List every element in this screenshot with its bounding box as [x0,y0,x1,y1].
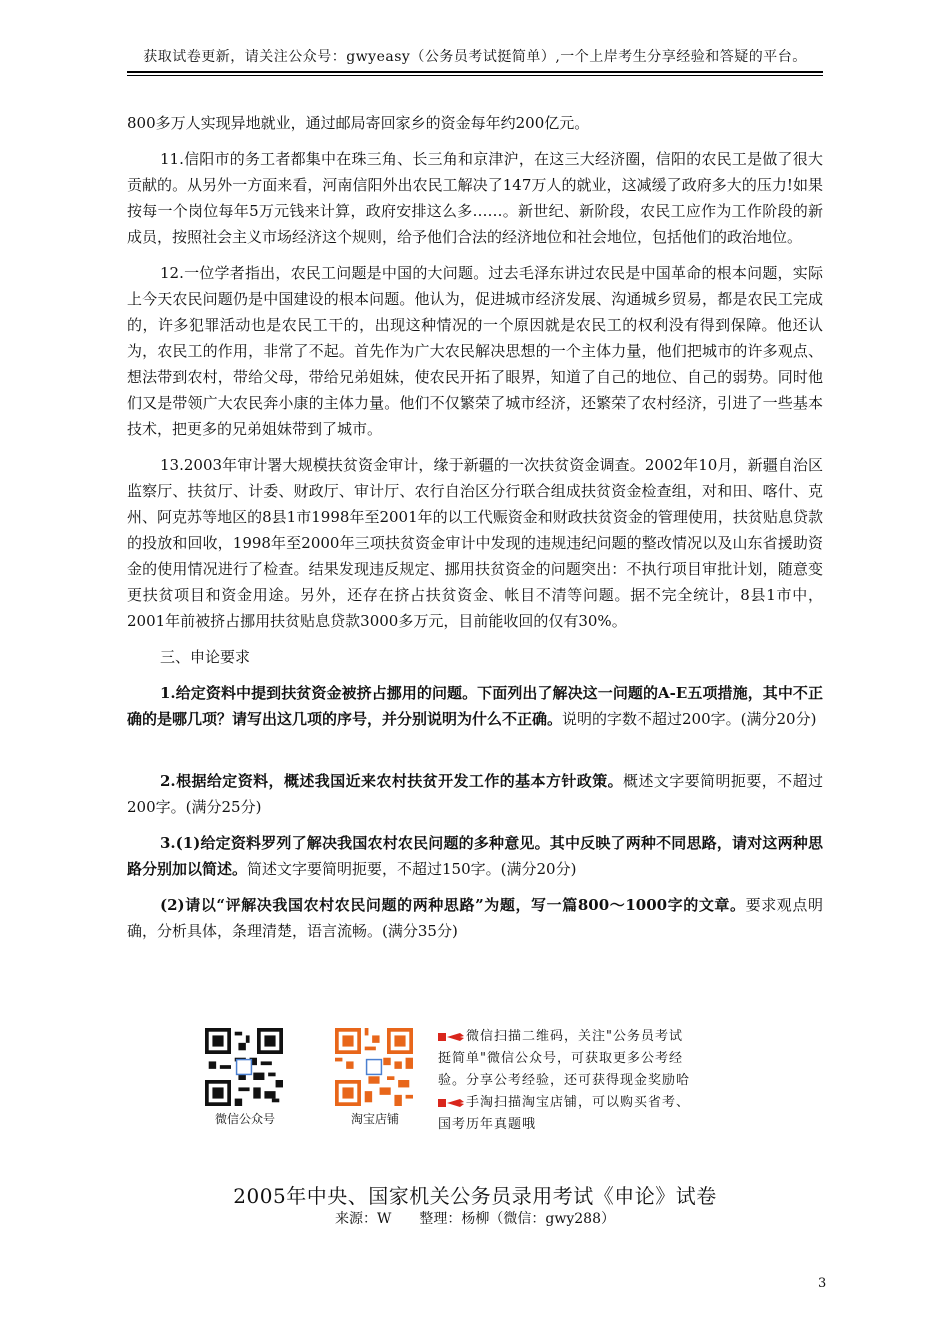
promo-line-4-row [438,1092,768,1114]
promo-line-2: 挺简单"微信公众号，可获取更多公考经 [438,1051,683,1066]
document-title: 2005年中央、国家机关公务员录用考试《申论》试卷 [233,1184,717,1208]
question-3-2-rule: 要求观点明确，分析具体，条理清楚，语言流畅。(满分35分) [127,896,823,940]
wechat-qr-label: 微信公众号 [214,1112,275,1126]
taobao-qr-code-icon[interactable] [335,1028,413,1106]
question-3-2-prompt: (2)请以“评解决我国农村农民问题的两种思路”为题，写一篇800～1000字的文章。 [160,896,746,914]
wechat-qr-code-icon[interactable] [205,1028,283,1106]
header-rule-thick [127,71,823,73]
question-3-2 [127,892,823,944]
question-2 [127,768,823,820]
paragraph-continuation: 800多万人实现异地就业，通过邮局寄回家乡的资金每年约200亿元。 [127,114,590,132]
taobao-qr-label: 淘宝店铺 [350,1112,399,1126]
paragraph-13: 13.2003年审计署大规模扶贫资金审计，缘于新疆的一次扶贫资金调查。2002年10月，新疆自治区监察厅、扶贫厅、计委、财政厅、审计厅、农行自治区分行联合组成扶贫资金检查组，对和田、喀什、克州、阿克苏等地区的8县1市1998年至2001年的以工代赈资金和财政扶贫资金的管理使用，扶贫贴息贷款的投放和回收，1998年至2000年三项扶贫资金审计中发现的违规违纪问题的整改情况以及山东省援助资金的使用情况进行了检查。结果发现违反规定、挪用扶贫资金的问题突出：不执行项目审批计划，随意变更扶贫项目和资金用途。另外，还存在挤占扶贫资金、帐目不清等问题。据不完全统计，8县1市中，2001年前被挤占挪用扶贫贴息贷款3000多万元，目前能收回的仅有30%。 [127,456,823,630]
promo-banner [190,1022,780,1132]
promo-text [438,1026,768,1136]
promo-line-1-row [438,1026,768,1048]
question-1 [127,680,823,732]
question-1-rule: 说明的字数不超过200字。(满分20分) [562,710,817,728]
promo-line-3: 验。分享公考经验，还可获得现金奖励哈 [438,1073,691,1088]
question-2-prompt: 2.根据给定资料，概述我国近来农村扶贫开发工作的基本方针政策。 [160,772,624,790]
page-number: 3 [818,1276,827,1291]
document-body [127,110,823,954]
question-2-rule: 概述文字要简明扼要，不超过200字。(满分25分) [127,772,823,816]
promo-line-4: 手淘扫描淘宝店铺，可以购买省考、 [466,1095,691,1110]
promo-line-5: 国考历年真题哦 [438,1117,537,1132]
header-rule-thin [127,75,823,76]
question-3-1-prompt: 3.(1)给定资料罗列了解决我国农村农民问题的多种意见。其中反映了两种不同思路，请对这两种思路分别加以简述。 [127,834,823,878]
question-3-1-rule: 简述文字要简明扼要，不超过150字。(满分20分) [247,860,577,878]
question-3-1 [127,830,823,882]
red-pointing-hand-icon [438,1032,464,1042]
section-heading-requirements: 三、申论要求 [160,648,251,666]
paragraph-11: 11.信阳市的务工者都集中在珠三角、长三角和京津沪，在这三大经济圈，信阳的农民工是做了很大贡献的。从另外一方面来看，河南信阳外出农民工解决了147万人的就业，这减缓了政府多大的压力!如果按每一个岗位每年5万元钱来计算，政府安排这么多……。新世纪、新阶段，农民工应作为工作阶段的新成员，按照社会主义市场经济这个规则，给予他们合法的经济地位和社会地位，包括他们的政治地位。 [127,150,823,246]
paragraph-12: 12.一位学者指出，农民工问题是中国的大问题。过去毛泽东讲过农民是中国革命的根本问题，实际上今天农民问题仍是中国建设的根本问题。他认为，促进城市经济发展、沟通城乡贸易，都是农民工完成的，许多犯罪活动也是农民工干的，出现这种情况的一个原因就是农民工的权利没有得到保障。他还认为，农民工的作用，非常了不起。首先作为广大农民解决思想的一个主体力量，他们把城市的许多观点、想法带到农村，带给父母，带给兄弟姐妹，使农民开拓了眼界，知道了自己的地位、自己的弱势。同时他们又是带领广大农民奔小康的主体力量。他们不仅繁荣了城市经济，还繁荣了农村经济，引进了一些基本技术，把更多的兄弟姐妹带到了城市。 [127,264,823,438]
document-source: 来源：W 整理：杨柳（微信：gwy288） [335,1211,615,1227]
promo-line-1: 微信扫描二维码，关注"公务员考试 [466,1029,683,1044]
red-pointing-hand-icon [438,1098,464,1108]
page-header: 获取试卷更新，请关注公众号：gwyeasy（公务员考试挺简单）,一个上岸考生分享经验和答疑的平台。 [143,49,807,65]
question-1-prompt: 1.给定资料中提到扶贫资金被挤占挪用的问题。下面列出了解决这一问题的A-E五项措施，其中不正确的是哪几项？请写出这几项的序号，并分别说明为什么不正确。 [127,684,823,728]
